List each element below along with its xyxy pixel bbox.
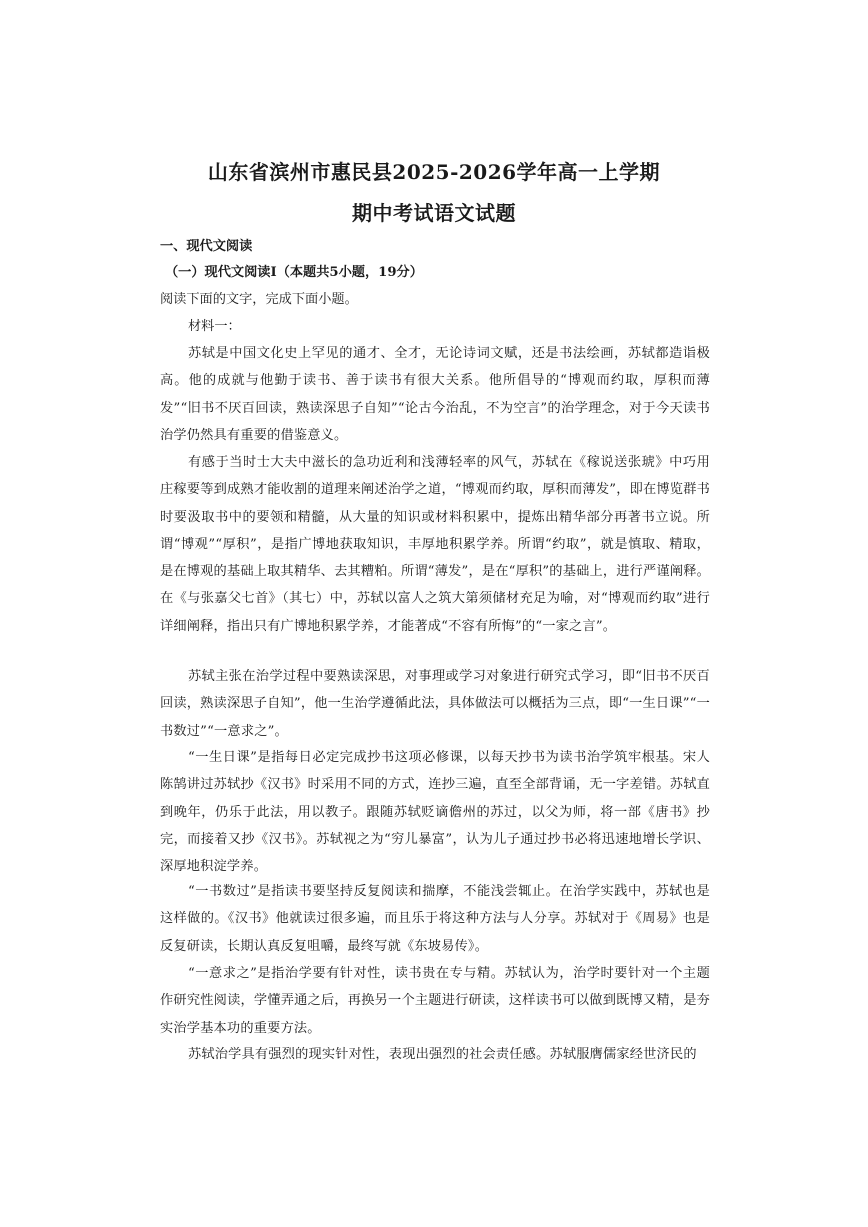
paragraph-2: 有感于当时士大夫中滋长的急功近利和浅薄轻率的风气，苏轼在《稼说送张琥》中巧用庄稼要等到成熟才能收割的道理来阐述治学之道，“博观而约取，厚积而薄发”，即在博览群书时要汲取书中的要领和精髓，从大量的知识或材料积累中，提炼出精华部分再著书立说。所谓“博观”“厚积”，是指广博地获取知识，丰厚地积累学养。所谓“约取”，就是慎取、精取，是在博观的基础上取其精华、去其糟粕。所谓“薄发”，是在“厚积”的基础上，进行严谨阐释。在《与张嘉父七首》（其七）中，苏轼以富人之筑大第须储材充足为喻，对“博观而约取”进行详细阐释，指出只有广博地积累学养，才能著成“不容有所悔”的“一家之言”。 [160, 455, 710, 634]
subsection-heading: （一）现代文阅读Ⅰ（本题共5小题，19分） [165, 265, 423, 280]
paragraph-6: “一意求之”是指治学要有针对性，读书贵在专与精。苏轼认为，治学时要针对一个主题作研究性阅读，学懂弄通之后，再换另一个主题进行研读，这样读书可以做到既博又精，是夯实治学基本功的重要方法。 [160, 966, 710, 1036]
material-label: 材料一： [188, 319, 241, 334]
reading-instruction: 阅读下面的文字，完成下面小题。 [160, 292, 358, 307]
paragraph-4: “一生日课”是指每日必定完成抄书这项必修课，以每天抄书为读书治学筑牢根基。宋人陈鹄讲过苏轼抄《汉书》时采用不同的方式，连抄三遍，直至全部背诵，无一字差错。苏轼直到晚年，仍乐于此法，用以教子。跟随苏轼贬谪儋州的苏过，以父为师，将一部《唐书》抄完，而接着又抄《汉书》。苏轼视之为“穷儿暴富”，认为儿子通过抄书必将迅速地增长学识、深厚地积淀学养。 [160, 750, 710, 875]
paragraph-3: 苏轼主张在治学过程中要熟读深思，对事理或学习对象进行研究式学习，即“旧书不厌百回读，熟读深思子自知”，他一生治学遵循此法，具体做法可以概括为三点，即“一生日课”“一书数过”“一意求之”。 [160, 669, 710, 739]
section-heading: 一、现代文阅读 [160, 239, 253, 254]
document-title-line1: 山东省滨州市惠民县2025-2026学年高一上学期 [207, 160, 661, 184]
paragraph-5: “一书数过”是指读书要坚持反复阅读和揣摩，不能浅尝辄止。在治学实践中，苏轼也是这样做的。《汉书》他就读过很多遍，而且乐于将这种方法与人分享。苏轼对于《周易》也是反复研读，长期认真反复咀嚼，最终写就《东坡易传》。 [160, 884, 710, 954]
paragraph-7: 苏轼治学具有强烈的现实针对性，表现出强烈的社会责任感。苏轼服膺儒家经世济民的 [188, 1047, 697, 1062]
document-title-line2: 期中考试语文试题 [352, 201, 516, 225]
paragraph-1: 苏轼是中国文化史上罕见的通才、全才，无论诗词文赋，还是书法绘画，苏轼都造诣极高。他的成就与他勤于读书、善于读书有很大关系。他所倡导的“博观而约取，厚积而薄发”“旧书不厌百回读，熟读深思子自知”“论古今治乱，不为空言”的治学理念，对于今天读书治学仍然具有重要的借鉴意义。 [160, 346, 710, 443]
